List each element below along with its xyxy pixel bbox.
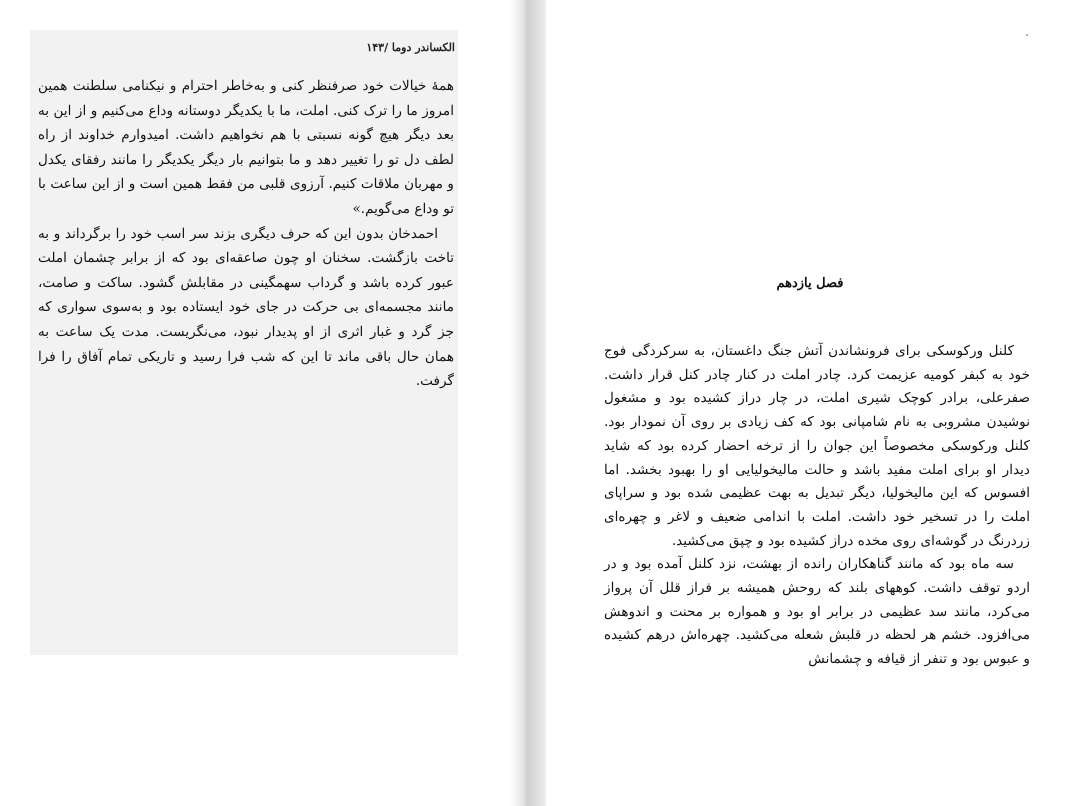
left-paragraph-2: احمدخان بدون این که حرف دیگری بزند سر اسب خود را برگرداند و به تاخت بازگشت. سخنان او چون صاعقه‌ای بود که از برابر چشمان املت عبور کرده باشد و گرداب سهمگینی در مقابلش گشود. ساکت و صامت، مانند مجسمه‌ای بی حرکت در جای خود ایستاده بود و به‌سوی سواری که جز گرد و غبار اثری از او پدیدار نبود، می‌نگریست. مدت یک ساعت به همان حال باقی ماند تا این که شب فرا رسید و تاریکی تمام آفاق را فرا گرفت.: [38, 225, 454, 390]
running-head: الکساندر دوما /۱۴۳: [366, 41, 455, 54]
right-paragraph-2: سه ماه بود که مانند گناهکاران رانده از بهشت، نزد کلنل آمده بود و در اردو توقف داشت. کوههای بلند که روحش همیشه بر فراز قلل آن پرواز می‌کرد، مانند سد عظیمی در برابر او بود و همواره بر محنت و اندوهش می‌افزود. خشم هر لحظه در قلبش شعله می‌کشید. چهره‌اش درهم کشیده و عبوس بود و تنفر از قیافه و چشمانش: [604, 556, 1030, 668]
scan-speck: [1026, 34, 1028, 36]
book-gutter: [510, 0, 546, 806]
left-paragraph-1: همهٔ خیالات خود صرفنظر کنی و به‌خاطر احترام و نیکنامی سلطنت همین امروز ما را ترک کنی. املت، ما با یکدیگر دوستانه وداع می‌کنیم و از این به بعد دیگر هیچ گونه نسبتی با هم نخواهیم داشت. امیدوارم خداوند از راه لطف دل تو را تغییر دهد و ما بتوانیم بار دیگر یکدیگر را مانند رفقای یکدل و مهربان ملاقات کنیم. آرزوی قلبی من فقط همین است و از این ساعت با تو وداع می‌گویم.»: [38, 78, 454, 217]
right-page-body: [604, 340, 1030, 672]
chapter-title: فصل یازدهم: [776, 276, 844, 291]
right-paragraph-1: کلنل ورکوسکی برای فرونشاندن آتش جنگ داغستان، به سرکردگی فوج خود به کبفر کومیه عزیمت کرد. چادر املت در کنار چادر کنل قرار داشت. صفرعلی، برادر کوچک شیری املت، در چار دراز کشیده بود و مشغول نوشیدن مشروبی به نام شامپانی بود که کف زیادی بر روی آن نمودار بود. کلنل ورکوسکی مخصوصاً این جوان را از ترخه احضار کرده بود که شاید دیدار او برای املت مفید باشد و حالت مالیخولیایی او را بهبود بخشد. اما افسوس که این مالیخولیا، دیگر تبدیل به بهت عظیمی شده بود و سراپای املت را در تسخیر خود داشت. املت با اندامی ضعیف و لاغر و چهره‌ای زردرنگ در گوشه‌ای روی مخده دراز کشیده بود و چپق می‌کشید.: [604, 343, 1030, 549]
left-page-body: [38, 74, 454, 394]
